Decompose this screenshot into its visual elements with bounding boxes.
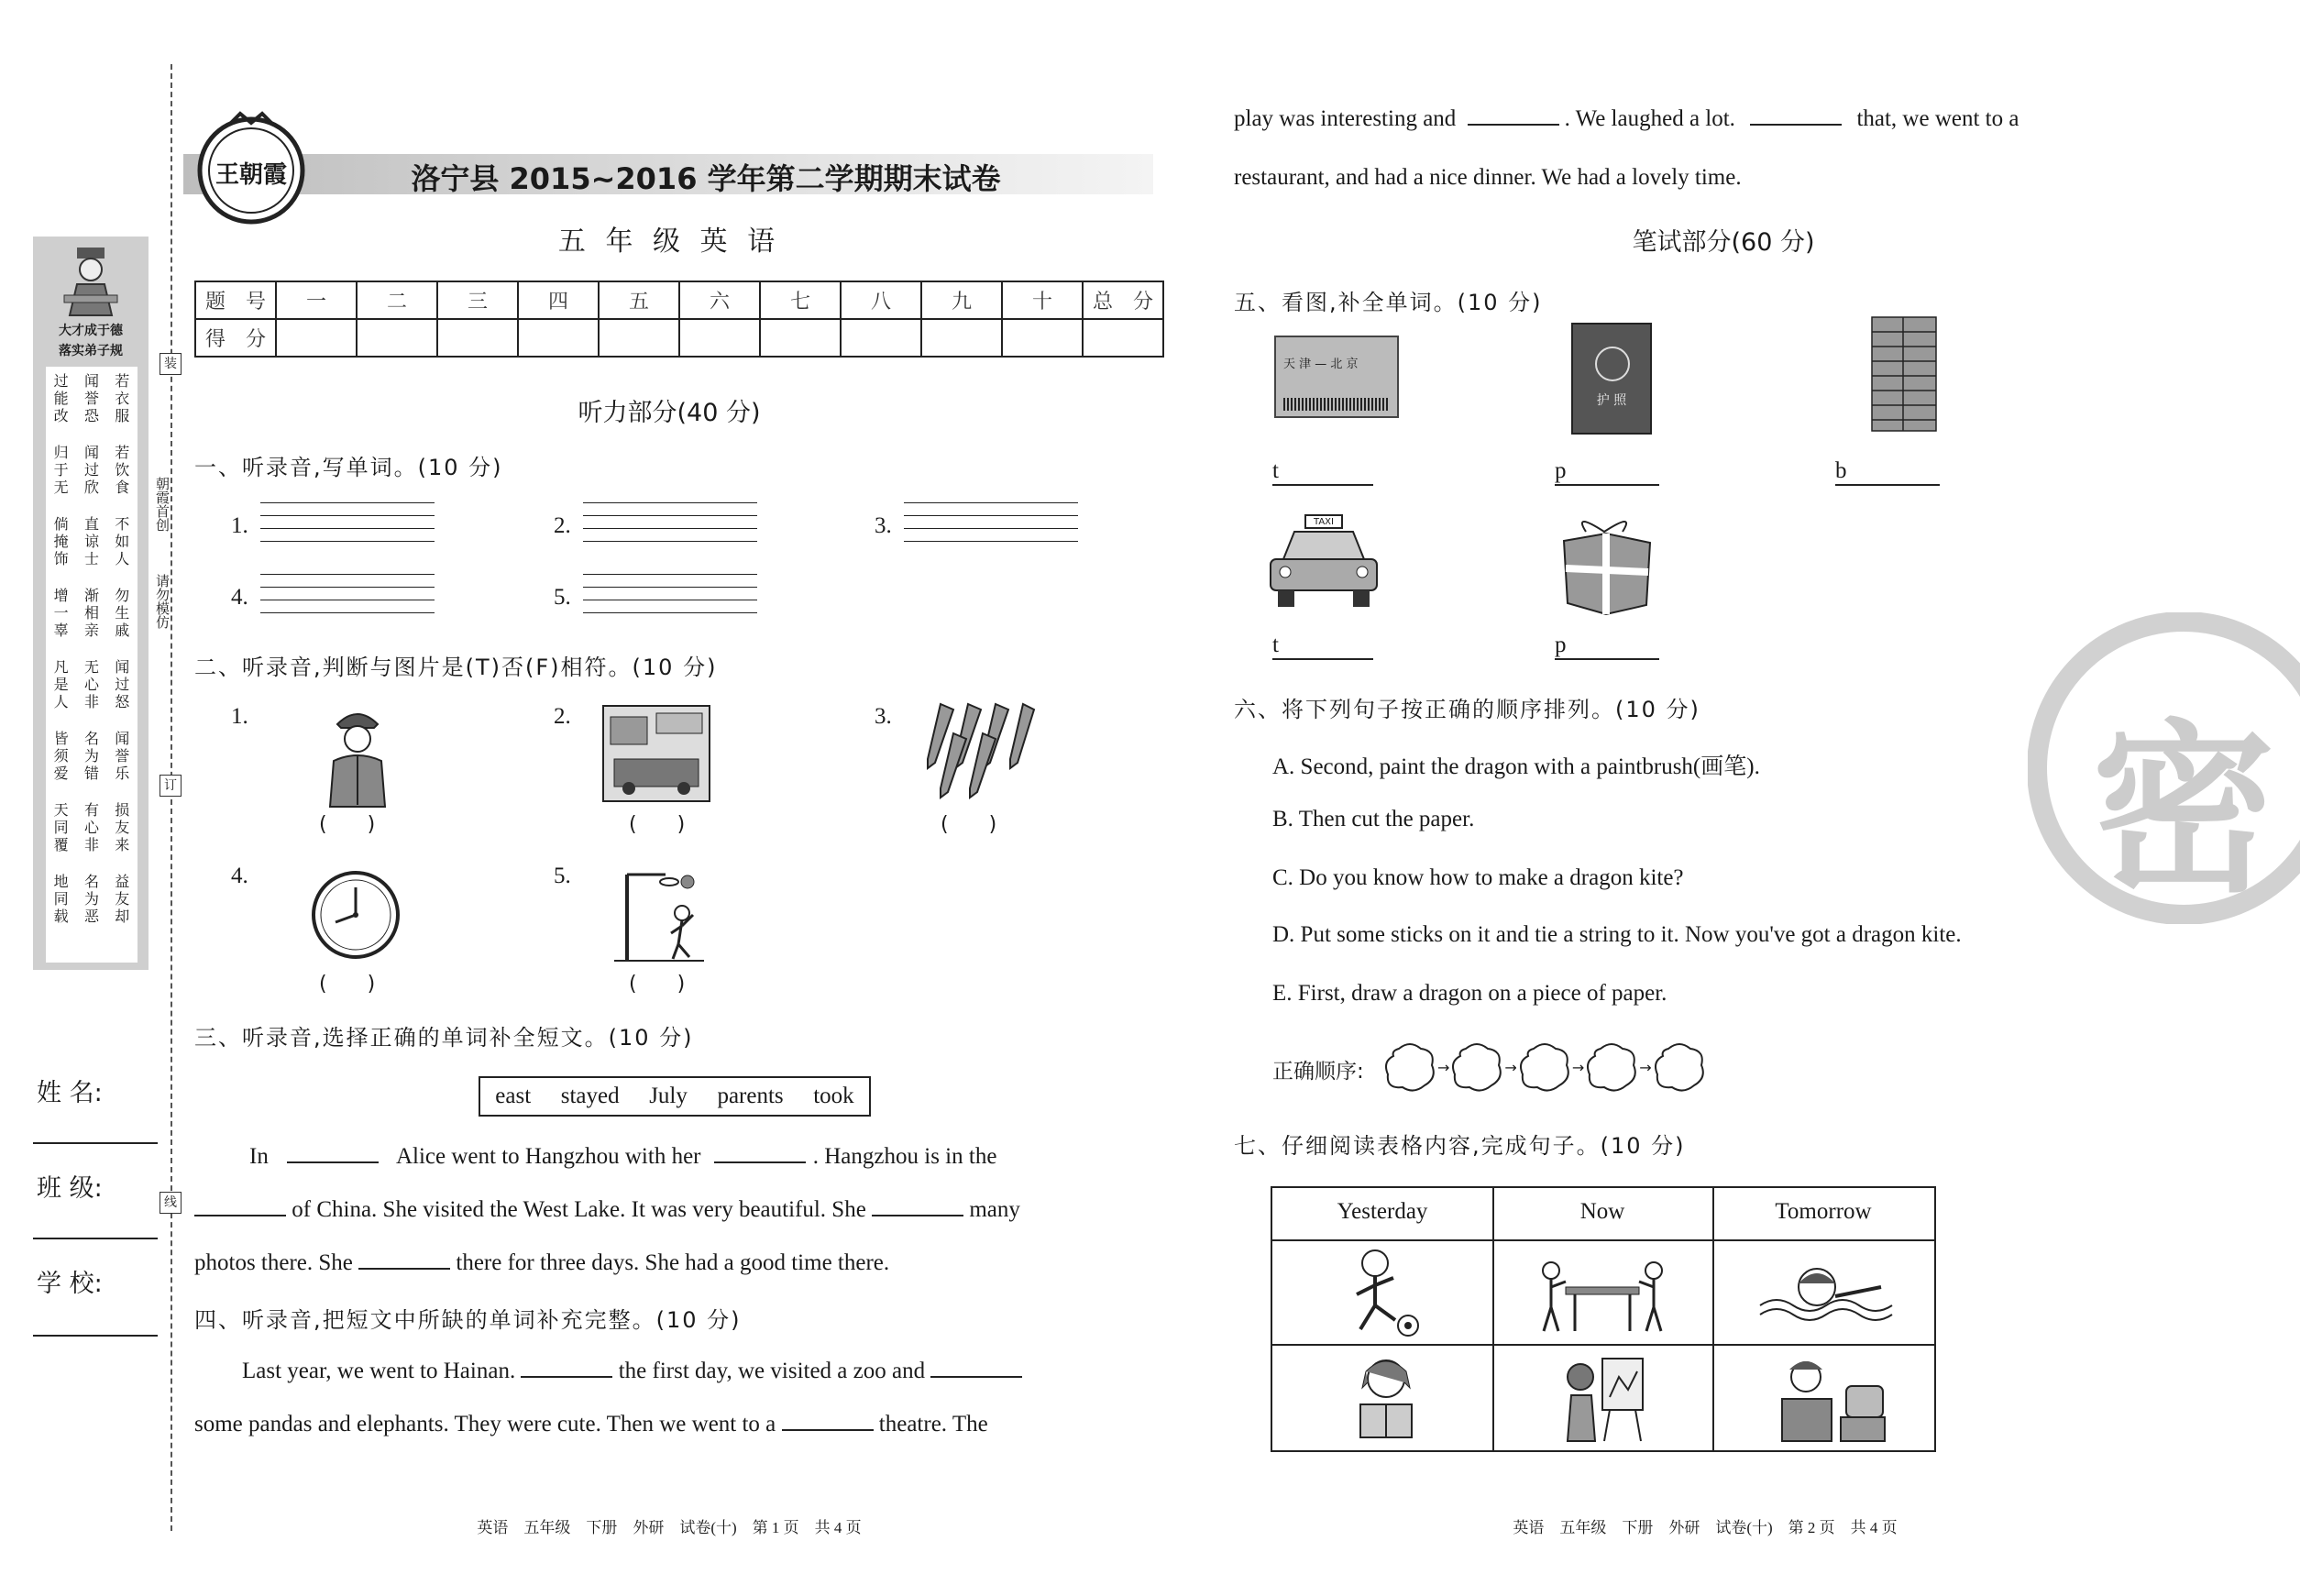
text: of China. She visited the West Lake. It was very beautiful. She <box>292 1197 866 1222</box>
section-6-title: 六、将下列句子按正确的顺序排列。(10 分) <box>1234 697 1700 722</box>
answer-paren-4[interactable]: ( ) <box>319 973 376 996</box>
q2-num-1: 1. <box>231 704 248 729</box>
q2-num-4: 4. <box>231 864 248 888</box>
q1-writing-line <box>260 541 435 542</box>
q5-blank-2[interactable] <box>1555 484 1659 486</box>
score-entry-cell[interactable] <box>679 319 760 357</box>
motto-group <box>46 444 138 496</box>
motto-column: 闻 誉 恐 <box>83 372 99 424</box>
motto-group <box>46 730 138 782</box>
text: many <box>969 1197 1020 1222</box>
q1-num-4: 4. <box>231 585 248 610</box>
q5-blank-1[interactable] <box>1272 484 1373 486</box>
word-took: took <box>813 1084 854 1108</box>
motto-column: 皆 须 爱 <box>53 730 69 782</box>
answer-paren-2[interactable]: ( ) <box>629 813 686 836</box>
clock-image <box>310 865 402 964</box>
score-header-cell: 题 号 <box>195 281 276 319</box>
cont-line-2: restaurant, and had a nice dinner. We had a lovely time. <box>1234 165 1742 190</box>
q1-num-2: 2. <box>554 513 571 538</box>
taxi-image <box>1267 510 1381 614</box>
motto-column: 归 于 无 <box>53 444 69 496</box>
side-text-2: 请勿模仿 <box>154 574 171 629</box>
motto-column: 益 友 却 <box>115 873 130 925</box>
score-header-cell: 七 <box>760 281 841 319</box>
motto-group <box>46 372 138 424</box>
score-header-cell: 一 <box>276 281 357 319</box>
name-field[interactable] <box>33 1142 158 1144</box>
class-label: 班 级: <box>37 1174 103 1203</box>
score-entry-cell[interactable] <box>841 319 921 357</box>
header-yesterday: Yesterday <box>1337 1199 1428 1224</box>
q1-writing-line <box>583 515 757 516</box>
score-entry-cell[interactable] <box>921 319 1002 357</box>
q5-blank-3[interactable] <box>1835 484 1940 486</box>
score-header-cell: 总 分 <box>1083 281 1163 319</box>
seal-char-2: 订 <box>160 775 182 797</box>
motto-column: 损 友 来 <box>115 801 130 853</box>
basketball-image <box>609 862 710 968</box>
text: that, we went to a <box>1856 106 2019 131</box>
footer-left: 英语 五年级 下册 外研 试卷(十) 第 1 页 共 4 页 <box>477 1519 862 1536</box>
motto-column: 直 谅 士 <box>83 515 99 567</box>
bus-street-image <box>601 704 711 807</box>
arrow-icon: → <box>1571 1058 1585 1076</box>
q5-letter-3: b <box>1835 458 1847 483</box>
word-stayed: stayed <box>560 1084 620 1108</box>
text: play was interesting and <box>1234 106 1457 131</box>
motto-column: 倘 掩 饰 <box>53 515 69 567</box>
q1-writing-line <box>260 515 435 516</box>
motto-column: 名 为 恶 <box>83 873 99 925</box>
motto-column: 若 衣 服 <box>115 372 130 424</box>
q1-writing-line <box>583 612 757 613</box>
q1-writing-line <box>583 541 757 542</box>
q1-writing-line <box>583 528 757 529</box>
motto-column: 闻 誉 乐 <box>115 730 130 782</box>
exam-title: 洛宁县 2015~2016 学年第二学期期末试卷 <box>411 161 1001 196</box>
motto-group <box>46 587 138 639</box>
score-header-cell: 五 <box>599 281 679 319</box>
answer-paren-5[interactable]: ( ) <box>629 973 686 996</box>
motto-column: 勿 生 戚 <box>115 587 130 639</box>
q1-writing-line <box>260 587 435 588</box>
order-answer-cloud[interactable] <box>1652 1040 1707 1095</box>
motto-top-1: 大才成于德 <box>59 324 123 338</box>
motto-column: 增 一 辜 <box>53 587 69 639</box>
motto-column: 无 心 非 <box>83 658 99 710</box>
score-entry-cell[interactable] <box>276 319 357 357</box>
motto-column: 闻 过 欣 <box>83 444 99 496</box>
arrow-icon: → <box>1639 1058 1652 1076</box>
sentence-e: E. First, draw a dragon on a piece of paper. <box>1272 981 1667 1006</box>
score-entry-cell[interactable] <box>437 319 518 357</box>
ticket-image <box>1274 336 1399 418</box>
text: theatre. The <box>878 1412 988 1436</box>
blank[interactable] <box>872 1198 963 1216</box>
q1-writing-line <box>904 541 1078 542</box>
score-entry-cell[interactable] <box>1002 319 1083 357</box>
motto-column: 天 同 覆 <box>53 801 69 853</box>
text: Last year, we went to Hainan. <box>242 1359 516 1383</box>
seal-char-3: 线 <box>160 1192 182 1214</box>
section-5-title: 五、看图,补全单词。(10 分) <box>1234 290 1543 315</box>
blank[interactable] <box>521 1359 612 1378</box>
score-header-cell: 八 <box>841 281 921 319</box>
football-image <box>1342 1245 1425 1344</box>
logo-text: 王朝霞 <box>215 161 287 189</box>
section-1-title: 一、听录音,写单词。(10 分) <box>194 455 503 480</box>
sec4-line-1 <box>242 1359 1153 1384</box>
motto-column: 凡 是 人 <box>53 658 69 710</box>
q1-num-1: 1. <box>231 513 248 538</box>
pencils-image <box>922 699 1036 803</box>
logo-badge <box>193 108 310 226</box>
motto-column: 地 同 载 <box>53 873 69 925</box>
arrow-icon: → <box>1504 1058 1517 1076</box>
word-east: east <box>495 1084 532 1108</box>
score-entry-cell[interactable] <box>518 319 599 357</box>
order-answer-cloud[interactable] <box>1517 1040 1572 1095</box>
q5-letter-5: p <box>1555 633 1567 657</box>
taxi-sign: TAXI <box>1314 517 1334 527</box>
score-entry-cell[interactable] <box>357 319 437 357</box>
order-answer-cloud[interactable] <box>1382 1040 1437 1095</box>
header-tomorrow: Tomorrow <box>1775 1199 1872 1224</box>
text: some pandas and elephants. They were cute. Then we went to a <box>194 1412 776 1436</box>
text: Alice went to Hangzhou with her <box>395 1144 701 1169</box>
subject-title: 五 年 级 英 语 <box>557 226 781 258</box>
section-3-title: 三、听录音,选择正确的单词补全短文。(10 分) <box>194 1025 694 1051</box>
text: . We laughed a lot. <box>1564 106 1735 131</box>
blank[interactable] <box>1750 107 1842 126</box>
swimming-image <box>1758 1258 1896 1335</box>
ticket-text: 天 津 — 北 京 <box>1283 358 1359 371</box>
q5-letter-4: t <box>1272 633 1279 657</box>
text: In <box>249 1144 269 1169</box>
section-4-title: 四、听录音,把短文中所缺的单词补充完整。(10 分) <box>194 1307 742 1333</box>
order-answer-cloud[interactable] <box>1449 1040 1504 1095</box>
motto-group <box>46 873 138 925</box>
school-label: 学 校: <box>37 1270 103 1298</box>
sec3-line-1 <box>249 1144 1153 1170</box>
sentence-b: B. Then cut the paper. <box>1272 807 1475 831</box>
motto-group <box>46 515 138 567</box>
score-entry-cell[interactable] <box>760 319 841 357</box>
motto-column: 若 饮 食 <box>115 444 130 496</box>
q1-writing-line[interactable] <box>583 502 757 503</box>
motto-top-2: 落实弟子规 <box>59 344 123 358</box>
q1-writing-line[interactable] <box>904 502 1078 503</box>
q1-writing-line <box>904 515 1078 516</box>
q1-writing-line <box>583 587 757 588</box>
order-label: 正确顺序: <box>1272 1060 1364 1084</box>
sec3-line-3 <box>194 1250 1153 1276</box>
text: . Hangzhou is in the <box>812 1144 997 1169</box>
score-table <box>194 281 1164 358</box>
blank[interactable] <box>1468 107 1559 126</box>
section-2-title: 二、听录音,判断与图片是(T)否(F)相符。(10 分) <box>194 655 718 680</box>
score-header-cell: 十 <box>1002 281 1083 319</box>
q1-writing-line[interactable] <box>260 574 435 575</box>
text: photos there. She <box>194 1250 353 1275</box>
score-entry-cell[interactable] <box>599 319 679 357</box>
blank[interactable] <box>930 1359 1022 1378</box>
written-title: 笔试部分(60 分) <box>1632 228 1815 257</box>
q1-writing-line <box>260 528 435 529</box>
motto-column: 渐 相 亲 <box>83 587 99 639</box>
sec3-line-2 <box>194 1197 1153 1223</box>
side-text-1: 朝霞首创 <box>154 477 171 532</box>
q1-writing-line[interactable] <box>260 502 435 503</box>
q1-writing-line <box>904 528 1078 529</box>
q2-num-5: 5. <box>554 864 571 888</box>
order-answer-row <box>1382 1038 1707 1096</box>
q1-writing-line[interactable] <box>583 574 757 575</box>
watching-tv-image <box>1777 1353 1887 1448</box>
section-7-title: 七、仔细阅读表格内容,完成句子。(10 分) <box>1234 1133 1686 1159</box>
q2-num-2: 2. <box>554 704 571 729</box>
passport-image <box>1571 323 1652 435</box>
motto-panel <box>33 237 149 970</box>
score-entry-cell[interactable] <box>1083 319 1163 357</box>
word-july: July <box>649 1084 688 1108</box>
sentence-d: D. Put some sticks on it and tie a string to it. Now you've got a dragon kite. <box>1272 922 1962 947</box>
motto-column: 有 心 非 <box>83 801 99 853</box>
school-field[interactable] <box>33 1335 158 1337</box>
police-officer-image <box>319 704 396 812</box>
passport-text: 护 照 <box>1596 393 1627 408</box>
score-header-cell: 四 <box>518 281 599 319</box>
blank[interactable] <box>714 1145 806 1163</box>
building-blocks-image <box>1855 312 1951 440</box>
motto-column: 不 如 人 <box>115 515 130 567</box>
watermark-seal <box>2028 612 2300 924</box>
arrow-icon: → <box>1437 1058 1450 1076</box>
answer-paren-1[interactable]: ( ) <box>319 813 376 836</box>
header-now: Now <box>1579 1199 1625 1224</box>
cont-line-1 <box>1234 106 2191 132</box>
listening-title: 听力部分(40 分) <box>578 399 761 427</box>
watermark-char: 密 <box>2092 704 2276 918</box>
score-header-cell: 二 <box>357 281 437 319</box>
ping-pong-image <box>1538 1252 1667 1338</box>
score-header-cell: 六 <box>679 281 760 319</box>
sentence-a: A. Second, paint the dragon with a paintbrush(画笔). <box>1272 754 1760 779</box>
order-answer-cloud[interactable] <box>1584 1040 1639 1095</box>
class-field[interactable] <box>33 1238 158 1239</box>
sec4-line-2 <box>194 1412 1153 1437</box>
q1-num-3: 3. <box>875 513 892 538</box>
motto-column: 名 为 错 <box>83 730 99 782</box>
score-header-cell: 三 <box>437 281 518 319</box>
blank[interactable] <box>287 1145 379 1163</box>
blank[interactable] <box>194 1198 286 1216</box>
motto-group <box>46 801 138 853</box>
footer-right: 英语 五年级 下册 外研 试卷(十) 第 2 页 共 4 页 <box>1513 1519 1898 1536</box>
seal-char-1: 装 <box>160 353 182 375</box>
motto-columns <box>46 372 138 944</box>
q5-blank-4[interactable] <box>1272 658 1373 660</box>
text: the first day, we visited a zoo and <box>618 1359 926 1383</box>
name-label: 姓 名: <box>37 1079 103 1107</box>
q5-blank-5[interactable] <box>1555 658 1659 660</box>
answer-paren-3[interactable]: ( ) <box>941 813 997 836</box>
scholar-icon <box>61 244 121 317</box>
score-header-cell: 九 <box>921 281 1002 319</box>
gift-box-image <box>1555 512 1659 620</box>
motto-group <box>46 658 138 710</box>
sentence-c: C. Do you know how to make a dragon kite? <box>1272 865 1684 890</box>
q5-letter-1: t <box>1272 458 1279 483</box>
word-parents: parents <box>717 1084 784 1108</box>
score-label-cell: 得 分 <box>195 319 276 357</box>
binding-line <box>171 64 172 1531</box>
q1-num-5: 5. <box>554 585 571 610</box>
painting-image <box>1560 1349 1652 1448</box>
motto-column: 过 能 改 <box>53 372 69 424</box>
reading-girl-image <box>1346 1351 1428 1447</box>
q1-writing-line <box>260 612 435 613</box>
q2-num-3: 3. <box>875 704 892 729</box>
q5-letter-2: p <box>1555 458 1567 483</box>
blank[interactable] <box>782 1413 874 1431</box>
schedule-table <box>1271 1186 1936 1452</box>
word-box <box>479 1076 871 1117</box>
motto-column: 闻 过 怒 <box>115 658 130 710</box>
blank[interactable] <box>358 1251 450 1270</box>
text: there for three days. She had a good time there. <box>456 1250 890 1275</box>
